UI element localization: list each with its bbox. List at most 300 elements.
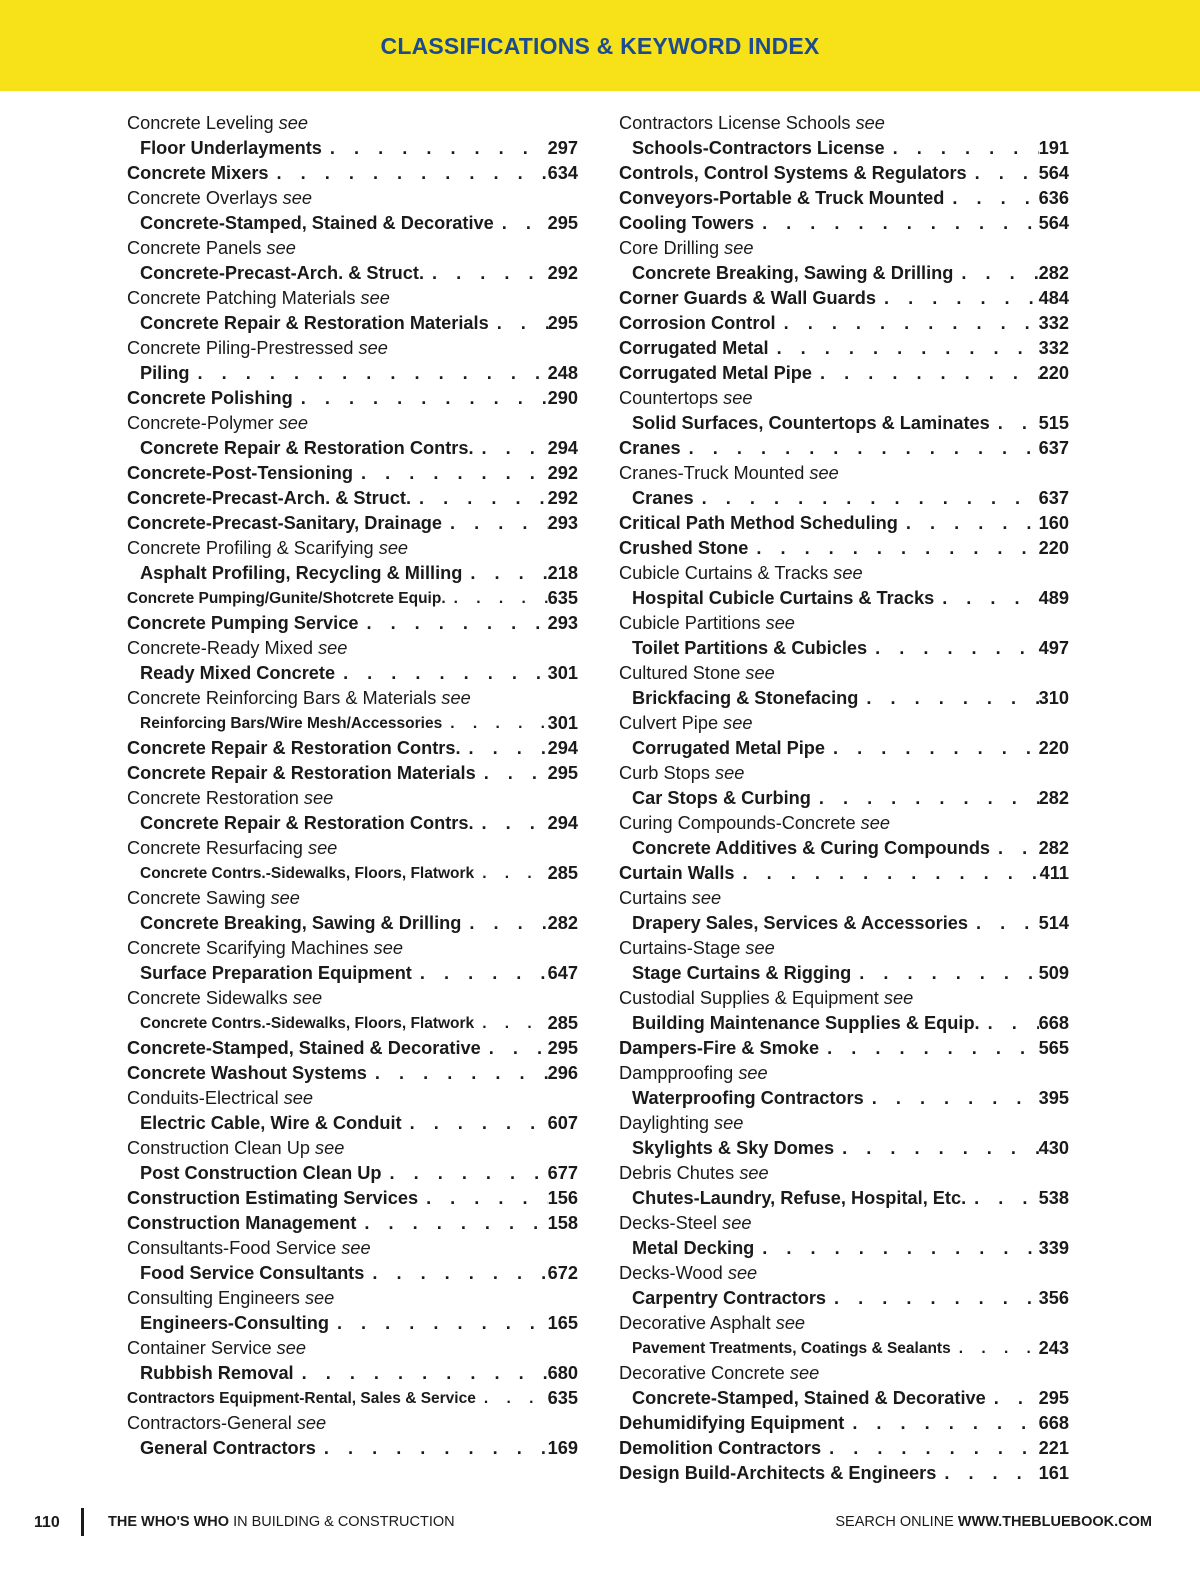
see-label: see (775, 1313, 806, 1333)
entry-name: Concrete Repair & Restoration Materials (127, 763, 476, 783)
index-entry-redirect (619, 961, 1069, 986)
entry-name: Concrete-Stamped, Stained & Decorative (127, 1038, 481, 1058)
index-entry-redirect (619, 1286, 1069, 1311)
see-reference (127, 336, 578, 361)
dot-leader (936, 1461, 1038, 1486)
entry-name: Contractors Equipment-Rental, Sales & Service (127, 1390, 476, 1407)
index-entry-redirect (127, 661, 578, 686)
index-entry-redirect (127, 1436, 578, 1461)
entry-page-number: 191 (1038, 138, 1069, 158)
dot-leader (748, 536, 1038, 561)
see-term: Concrete-Ready Mixed (127, 638, 313, 658)
dot-leader (476, 1386, 548, 1411)
see-label: see (745, 938, 775, 958)
see-term: Decks-Steel (619, 1213, 718, 1233)
see-label: see (373, 938, 403, 958)
index-entry (619, 1036, 1069, 1061)
see-term: Cubicle Partitions (619, 613, 761, 633)
dot-leader (329, 1311, 548, 1336)
index-entry-redirect (619, 411, 1069, 436)
see-reference (127, 886, 578, 911)
see-term: Consultants-Food Service (127, 1238, 337, 1258)
entry-name: Brickfacing & Stonefacing (632, 688, 859, 708)
publication-name-rest: IN BUILDING & CONSTRUCTION (229, 1514, 455, 1530)
dot-leader (821, 1436, 1039, 1461)
see-reference (127, 236, 578, 261)
entry-name: Electric Cable, Wire & Conduit (140, 1113, 402, 1133)
see-reference (127, 286, 578, 311)
entry-name: Schools-Contractors License (632, 138, 885, 158)
see-reference (127, 936, 578, 961)
entry-page-number: 295 (547, 1038, 578, 1058)
see-term: Decks-Wood (619, 1263, 723, 1283)
see-label: see (296, 1413, 327, 1433)
see-label: see (278, 413, 308, 433)
see-term: Curtains (619, 888, 687, 908)
see-reference (619, 386, 1069, 411)
website-link[interactable]: WWW.THEBLUEBOOK.COM (957, 1514, 1152, 1530)
see-term: Concrete Restoration (127, 788, 299, 808)
index-entry (127, 586, 578, 611)
index-entry-redirect (619, 1011, 1069, 1036)
see-term: Concrete Leveling (127, 113, 274, 133)
see-label: see (738, 1063, 768, 1083)
entry-name: Design Build-Architects & Engineers (619, 1463, 937, 1483)
dot-leader (358, 611, 547, 636)
see-term: Concrete Reinforcing Bars & Materials (127, 688, 437, 708)
index-entry-redirect (127, 361, 578, 386)
dot-leader (885, 136, 1039, 161)
entry-page-number: 680 (547, 1363, 578, 1383)
entry-page-number: 672 (547, 1263, 578, 1283)
dot-leader (898, 511, 1039, 536)
see-term: Custodial Supplies & Equipment (619, 988, 879, 1008)
see-label: see (441, 688, 471, 708)
index-entry (127, 1036, 578, 1061)
entry-page-number: 635 (547, 588, 578, 608)
see-term: Concrete Scarifying Machines (127, 938, 369, 958)
dot-leader (968, 911, 1039, 936)
see-term: Consulting Engineers (127, 1288, 300, 1308)
dot-leader (776, 311, 1039, 336)
index-entry (619, 1461, 1069, 1486)
entry-page-number: 160 (1038, 513, 1069, 533)
see-label: see (304, 1288, 335, 1308)
entry-name: Waterproofing Contractors (632, 1088, 864, 1108)
entry-name: Concrete-Stamped, Stained & Decorative (632, 1388, 986, 1408)
index-entry (127, 611, 578, 636)
index-entry (127, 1186, 578, 1211)
see-reference (619, 886, 1069, 911)
index-entry (127, 461, 578, 486)
dot-leader (951, 1336, 1039, 1361)
page-title: CLASSIFICATIONS & KEYWORD INDEX (380, 33, 820, 59)
entry-page-number: 285 (547, 863, 578, 883)
entry-page-number: 169 (547, 1438, 578, 1458)
dot-leader (494, 211, 548, 236)
entry-page-number: 292 (547, 463, 578, 483)
see-reference (127, 1236, 578, 1261)
entry-name: Controls, Control Systems & Regulators (619, 163, 967, 183)
see-reference (619, 1061, 1069, 1086)
see-label: see (860, 813, 890, 833)
index-entry (127, 736, 578, 761)
entry-name: Cooling Towers (619, 213, 755, 233)
entry-page-number: 677 (547, 1163, 578, 1183)
see-reference (127, 1411, 578, 1436)
see-term: Concrete Sidewalks (127, 988, 288, 1008)
see-term: Concrete Sawing (127, 888, 266, 908)
entry-page-number: 290 (547, 388, 578, 408)
dot-leader (811, 786, 1039, 811)
see-reference (619, 986, 1069, 1011)
see-label: see (315, 1138, 345, 1158)
dot-leader (851, 961, 1038, 986)
search-label: SEARCH ONLINE (835, 1514, 958, 1530)
see-term: Curing Compounds-Concrete (619, 813, 856, 833)
dot-leader (462, 561, 547, 586)
entry-name: Car Stops & Curbing (632, 788, 811, 808)
see-term: Daylighting (619, 1113, 709, 1133)
entry-page-number: 301 (547, 663, 578, 683)
see-reference (127, 636, 578, 661)
index-entry-redirect (127, 1111, 578, 1136)
index-entry-redirect (127, 1161, 578, 1186)
see-label: see (378, 538, 409, 558)
entry-page-number: 294 (547, 813, 578, 833)
dot-leader (944, 186, 1038, 211)
index-entry-redirect (127, 1361, 578, 1386)
see-term: Core Drilling (619, 238, 720, 258)
entry-page-number: 430 (1038, 1138, 1069, 1158)
entry-page-number: 635 (547, 1388, 578, 1408)
entry-name: Reinforcing Bars/Wire Mesh/Accessories (140, 715, 443, 732)
index-entry-redirect (127, 261, 578, 286)
entry-page-number: 484 (1038, 288, 1069, 308)
index-column-right (619, 111, 1069, 1486)
entry-name: Concrete-Stamped, Stained & Decorative (140, 213, 494, 233)
dot-leader (418, 1186, 548, 1211)
entry-name: Concrete Contrs.-Sidewalks, Floors, Flatwork (140, 865, 475, 882)
dot-leader (876, 286, 1039, 311)
dot-leader (474, 861, 547, 886)
dot-leader (412, 961, 548, 986)
index-entry-redirect (127, 961, 578, 986)
see-term: Contractors License Schools (619, 113, 851, 133)
entry-page-number: 293 (547, 513, 578, 533)
entry-name: Solid Surfaces, Countertops & Laminates (632, 413, 990, 433)
see-term: Concrete Resurfacing (127, 838, 303, 858)
entry-page-number: 564 (1038, 163, 1069, 183)
entry-page-number: 221 (1038, 1438, 1069, 1458)
dot-leader (474, 811, 548, 836)
index-entry (619, 186, 1069, 211)
entry-name: Concrete-Post-Tensioning (127, 463, 354, 483)
see-reference (619, 936, 1069, 961)
entry-name: Asphalt Profiling, Recycling & Milling (140, 563, 463, 583)
entry-page-number: 158 (547, 1213, 578, 1233)
index-entry (619, 861, 1069, 886)
see-term: Construction Clean Up (127, 1138, 310, 1158)
entry-name: Corrugated Metal Pipe (632, 738, 826, 758)
entry-page-number: 295 (547, 313, 578, 333)
index-entry (619, 336, 1069, 361)
index-entry (619, 161, 1069, 186)
entry-name: Cranes (619, 438, 681, 458)
entry-page-number: 295 (547, 763, 578, 783)
entry-page-number: 220 (1038, 738, 1069, 758)
dot-leader (481, 1036, 548, 1061)
dot-leader (364, 1261, 547, 1286)
entry-page-number: 294 (547, 738, 578, 758)
see-reference (619, 236, 1069, 261)
see-label: see (282, 188, 312, 208)
entry-page-number: 218 (547, 563, 578, 583)
see-label: see (727, 1263, 758, 1283)
dot-leader (864, 1086, 1039, 1111)
dot-leader (990, 836, 1039, 861)
entry-name: Floor Underlayments (140, 138, 322, 158)
entry-name: Corner Guards & Wall Guards (619, 288, 877, 308)
dot-leader (834, 1136, 1038, 1161)
entry-page-number: 634 (547, 163, 578, 183)
index-entry-redirect (619, 686, 1069, 711)
entry-page-number: 293 (547, 613, 578, 633)
see-label: see (358, 338, 388, 358)
dot-leader (461, 911, 547, 936)
dot-leader (382, 1161, 548, 1186)
see-term: Concrete Panels (127, 238, 262, 258)
entry-name: Piling (140, 363, 190, 383)
dot-leader (424, 261, 548, 286)
see-label: see (292, 988, 323, 1008)
entry-page-number: 332 (1038, 338, 1069, 358)
index-entry-redirect (619, 586, 1069, 611)
index-entry (619, 536, 1069, 561)
index-entry-redirect (127, 861, 578, 886)
dot-leader (442, 511, 548, 536)
entry-name: Construction Estimating Services (127, 1188, 419, 1208)
entry-page-number: 636 (1038, 188, 1069, 208)
see-term: Cranes-Truck Mounted (619, 463, 805, 483)
see-reference (619, 1211, 1069, 1236)
index-entry (127, 386, 578, 411)
entry-page-number: 668 (1038, 1013, 1069, 1033)
entry-name: Concrete Repair & Restoration Contrs. (140, 438, 474, 458)
entry-name: Concrete-Precast-Arch. & Struct. (140, 263, 425, 283)
see-term: Concrete-Polymer (127, 413, 274, 433)
entry-name: Concrete Repair & Restoration Contrs. (127, 738, 461, 758)
dot-leader (411, 486, 548, 511)
index-entry (127, 761, 578, 786)
header-banner (0, 0, 1200, 91)
entry-name: Crushed Stone (619, 538, 749, 558)
dot-leader (694, 486, 1039, 511)
dot-leader (754, 1236, 1038, 1261)
entry-page-number: 294 (547, 438, 578, 458)
entry-page-number: 292 (547, 263, 578, 283)
see-term: Contractors-General (127, 1413, 292, 1433)
see-label: see (724, 238, 754, 258)
see-label: see (714, 1113, 744, 1133)
footer-divider (81, 1508, 84, 1536)
entry-name: Concrete Breaking, Sawing & Drilling (632, 263, 954, 283)
index-entry (127, 1386, 578, 1411)
entry-page-number: 295 (1038, 1388, 1069, 1408)
entry-name: Corrugated Metal Pipe (619, 363, 813, 383)
entry-name: Ready Mixed Concrete (140, 663, 336, 683)
index-entry (127, 1061, 578, 1086)
dot-leader (356, 1211, 547, 1236)
index-entry-redirect (619, 1086, 1069, 1111)
see-term: Container Service (127, 1338, 272, 1358)
publication-name (108, 1514, 455, 1530)
entry-name: Engineers-Consulting (140, 1313, 329, 1333)
index-entry-redirect (619, 736, 1069, 761)
index-entry-redirect (619, 786, 1069, 811)
see-label: see (360, 288, 390, 308)
see-reference (127, 686, 578, 711)
index-entry-redirect (619, 1386, 1069, 1411)
see-reference (127, 111, 578, 136)
search-online (835, 1514, 1152, 1530)
dot-leader (474, 1011, 547, 1036)
see-label: see (833, 563, 863, 583)
see-term: Conduits-Electrical (127, 1088, 279, 1108)
index-entry (127, 1211, 578, 1236)
dot-leader (190, 361, 548, 386)
see-label: see (276, 1338, 306, 1358)
see-term: Debris Chutes (619, 1163, 735, 1183)
see-term: Concrete Piling-Prestressed (127, 338, 354, 358)
entry-name: Rubbish Removal (140, 1363, 294, 1383)
see-reference (127, 411, 578, 436)
see-reference (127, 1136, 578, 1161)
see-label: see (809, 463, 839, 483)
index-entry (127, 511, 578, 536)
index-entry (619, 286, 1069, 311)
index-entry (127, 161, 578, 186)
see-label: see (307, 838, 338, 858)
entry-page-number: 297 (547, 138, 578, 158)
entry-page-number: 637 (1038, 488, 1069, 508)
entry-name: Corrosion Control (619, 313, 776, 333)
entry-name: Skylights & Sky Domes (632, 1138, 835, 1158)
entry-page-number: 165 (547, 1313, 578, 1333)
index-entry (619, 436, 1069, 461)
dot-leader (953, 261, 1038, 286)
entry-name: Food Service Consultants (140, 1263, 365, 1283)
entry-name: Stage Curtains & Rigging (632, 963, 852, 983)
index-entry-redirect (127, 711, 578, 736)
page-footer (0, 1508, 1200, 1538)
entry-name: Cranes (632, 488, 694, 508)
dot-leader (489, 311, 548, 336)
index-entry-redirect (619, 1236, 1069, 1261)
index-entry-redirect (127, 811, 578, 836)
dot-leader (754, 211, 1039, 236)
see-term: Concrete Patching Materials (127, 288, 356, 308)
see-term: Decorative Concrete (619, 1363, 785, 1383)
see-term: Countertops (619, 388, 719, 408)
entry-page-number: 489 (1038, 588, 1069, 608)
dot-leader (990, 411, 1039, 436)
dot-leader (966, 1186, 1038, 1211)
see-label: see (723, 388, 753, 408)
entry-page-number: 220 (1038, 363, 1069, 383)
see-term: Cultured Stone (619, 663, 741, 683)
index-entry-redirect (127, 561, 578, 586)
entry-name: Curtain Walls (619, 863, 735, 883)
see-reference (127, 1286, 578, 1311)
entry-name: Concrete Contrs.-Sidewalks, Floors, Flatwork (140, 1015, 475, 1032)
entry-name: General Contractors (140, 1438, 316, 1458)
see-reference (127, 186, 578, 211)
index-entry-redirect (619, 836, 1069, 861)
entry-name: Pavement Treatments, Coatings & Sealants (632, 1340, 951, 1357)
dot-leader (735, 861, 1040, 886)
see-reference (127, 786, 578, 811)
dot-leader (826, 1286, 1039, 1311)
entry-page-number: 564 (1038, 213, 1069, 233)
see-term: Curb Stops (619, 763, 710, 783)
see-reference (619, 1111, 1069, 1136)
entry-name: Concrete Repair & Restoration Materials (140, 313, 489, 333)
dot-leader (367, 1061, 548, 1086)
entry-name: Toilet Partitions & Cubicles (632, 638, 868, 658)
see-term: Curtains-Stage (619, 938, 741, 958)
entry-page-number: 296 (547, 1063, 578, 1083)
dot-leader (322, 136, 548, 161)
entry-name: Post Construction Clean Up (140, 1163, 382, 1183)
dot-leader (446, 586, 548, 611)
see-term: Concrete Overlays (127, 188, 278, 208)
entry-name: Hospital Cubicle Curtains & Tracks (632, 588, 935, 608)
dot-leader (269, 161, 548, 186)
index-entry (619, 361, 1069, 386)
index-entry-redirect (127, 211, 578, 236)
entry-page-number: 156 (547, 1188, 578, 1208)
index-entry-redirect (127, 1011, 578, 1036)
dot-leader (402, 1111, 548, 1136)
entry-page-number: 220 (1038, 538, 1069, 558)
entry-page-number: 301 (547, 713, 578, 733)
index-entry-redirect (619, 1136, 1069, 1161)
see-reference (619, 1361, 1069, 1386)
dot-leader (934, 586, 1038, 611)
entry-name: Dampers-Fire & Smoke (619, 1038, 820, 1058)
see-reference (619, 761, 1069, 786)
see-label: see (278, 113, 308, 133)
dot-leader (844, 1411, 1038, 1436)
see-reference (619, 811, 1069, 836)
index-entry-redirect (127, 911, 578, 936)
dot-leader (316, 1436, 548, 1461)
dot-leader (474, 436, 548, 461)
see-label: see (789, 1363, 820, 1383)
index-entry (619, 311, 1069, 336)
see-reference (619, 561, 1069, 586)
entry-page-number: 565 (1038, 1038, 1069, 1058)
entry-name: Concrete Repair & Restoration Contrs. (140, 813, 474, 833)
see-term: Culvert Pipe (619, 713, 719, 733)
see-reference (619, 111, 1069, 136)
dot-leader (681, 436, 1039, 461)
entry-page-number: 332 (1038, 313, 1069, 333)
entry-name: Demolition Contractors (619, 1438, 822, 1458)
see-reference (619, 1311, 1069, 1336)
see-label: see (745, 663, 775, 683)
